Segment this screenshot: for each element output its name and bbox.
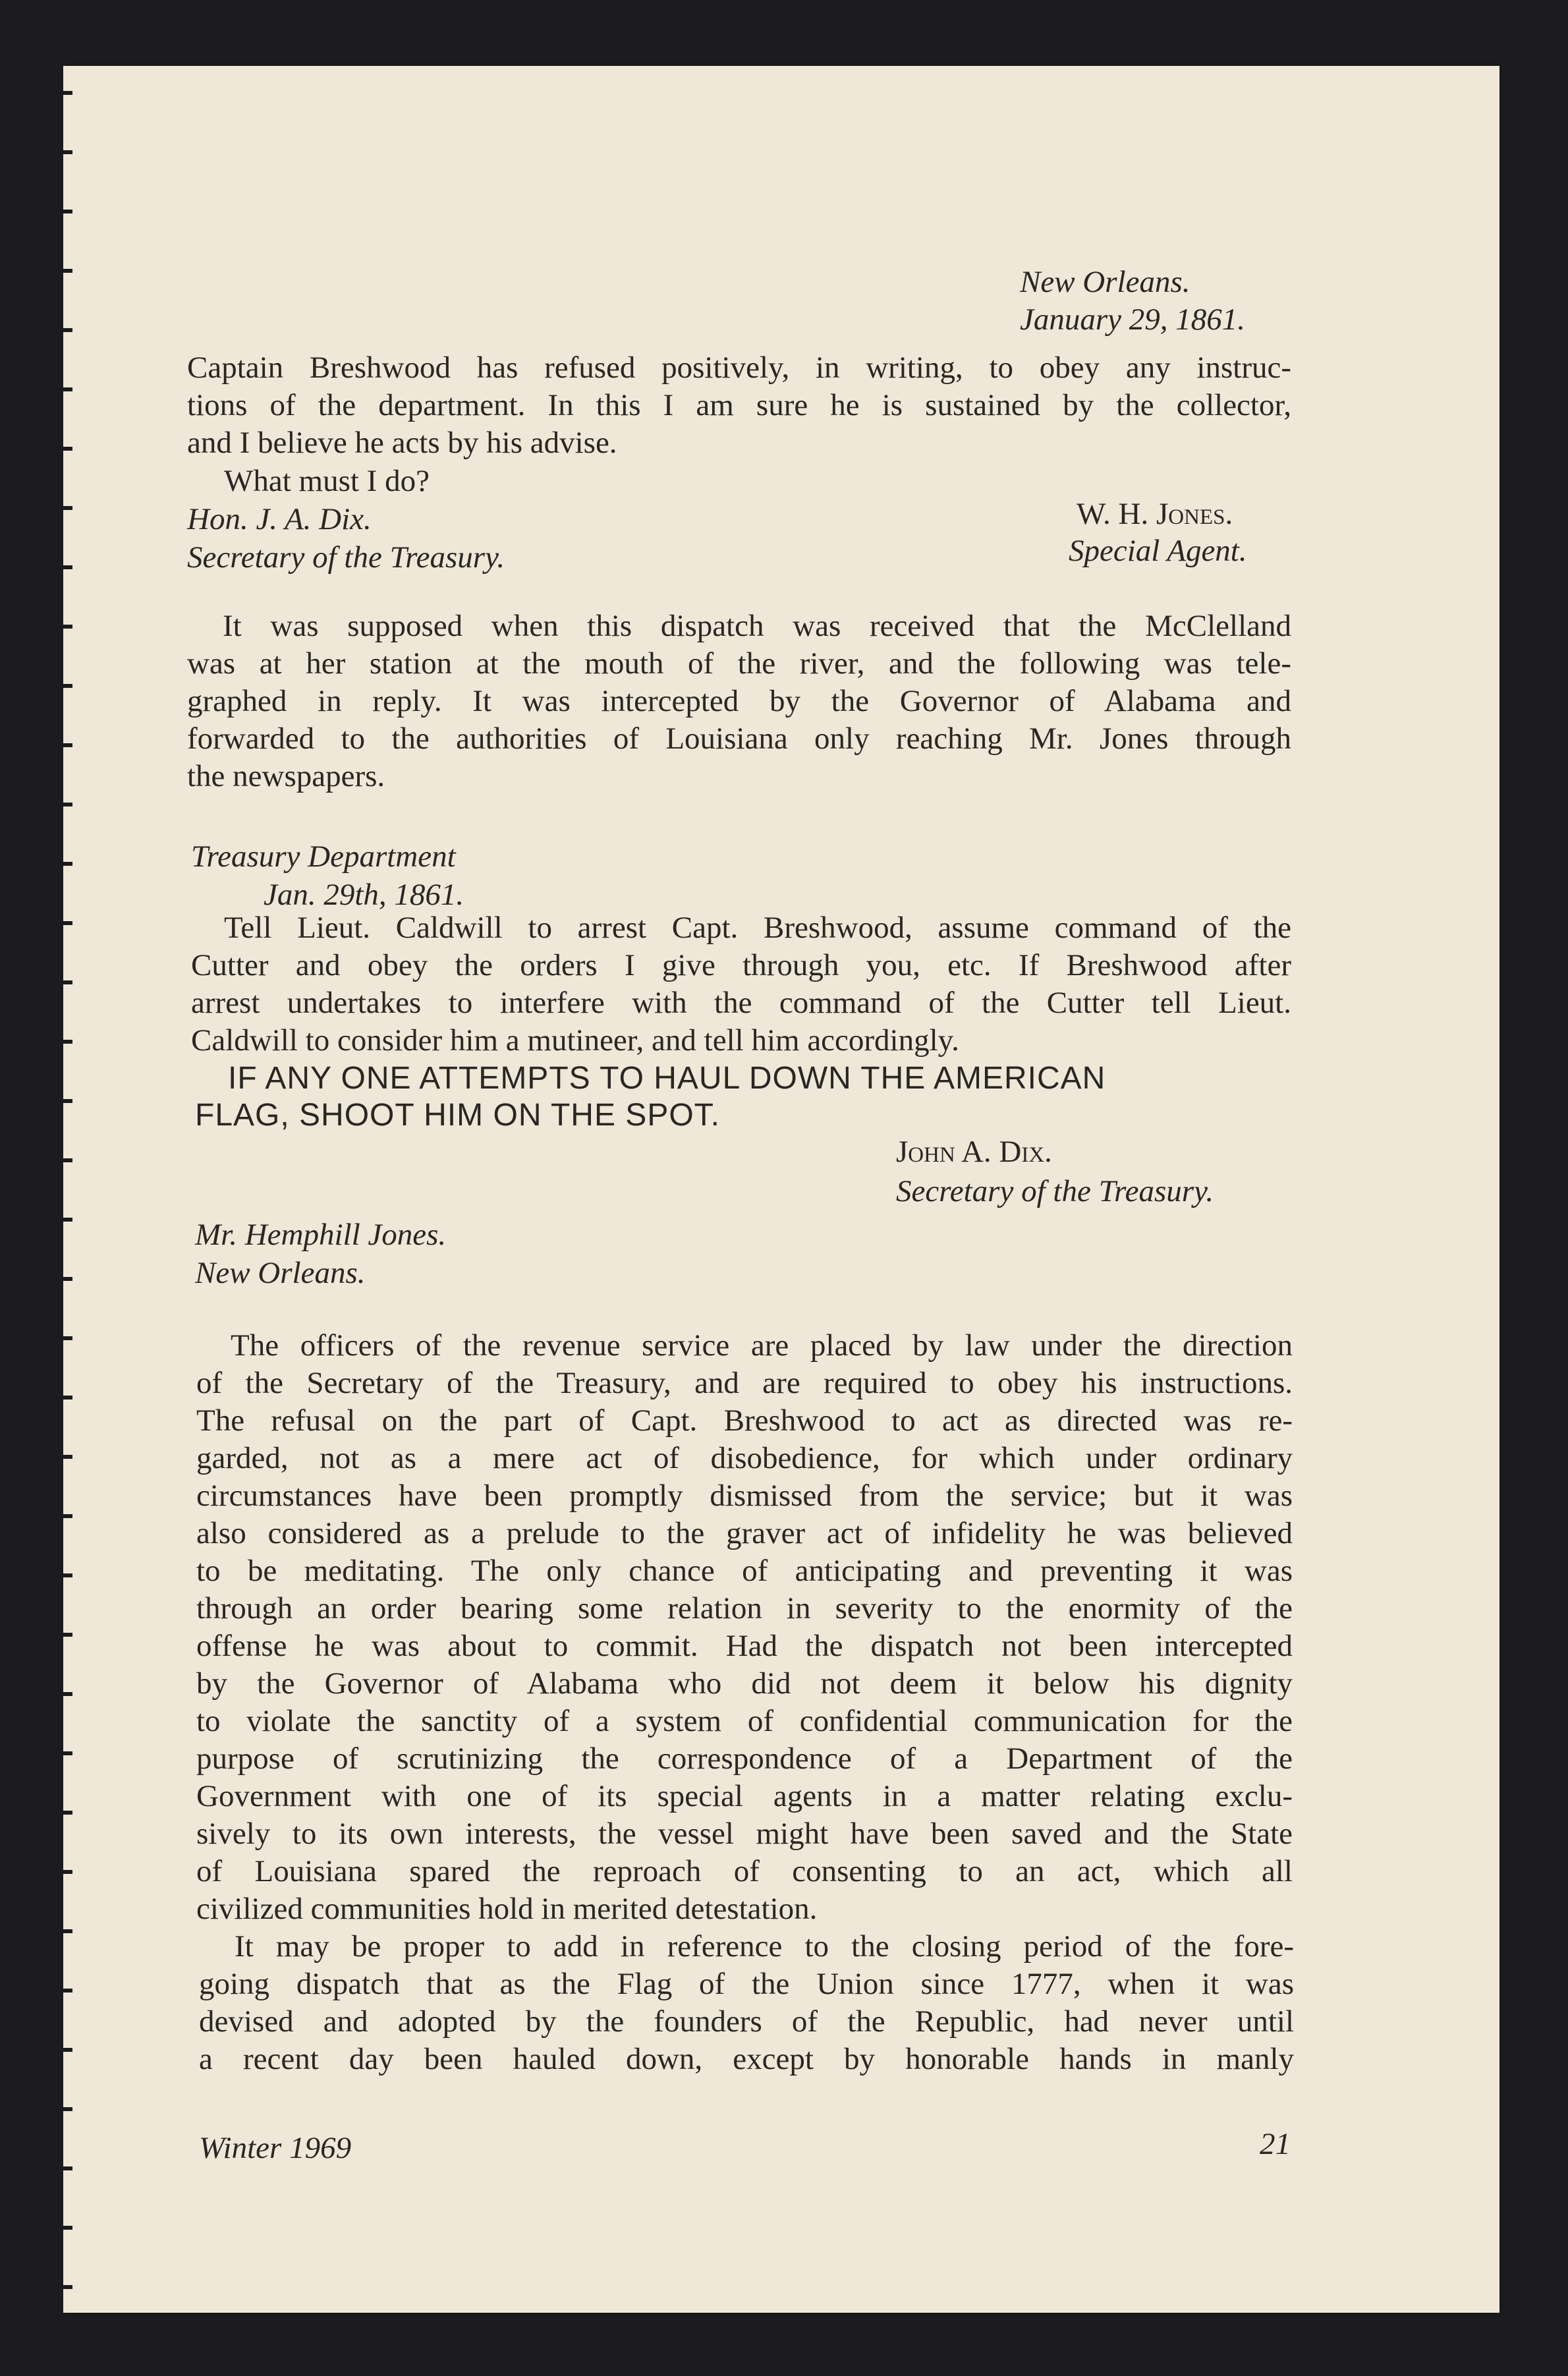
recipient-name: Mr. Hemphill Jones. [195,1218,447,1252]
narrative-line: It may be proper to add in reference to the closing period of the fore- [235,1929,1294,1964]
narrative-line: garded, not as a mere act of disobedience, for which under ordinary [196,1441,1293,1475]
narrative-line: of the Secretary of the Treasury, and are required to obey his instructions. [196,1366,1293,1400]
signer-name: W. H. Jones. [1077,497,1233,531]
narrative-line: The refusal on the part of Capt. Breshwood to act as directed was re- [196,1403,1293,1438]
narrative-line: was at her station at the mouth of the river, and the following was tele- [187,646,1291,681]
narrative-line: also considered as a prelude to the graver act of infidelity he was believed [196,1516,1293,1550]
recipient-place: New Orleans. [195,1256,366,1290]
narrative-line: the newspapers. [187,759,385,793]
footer-issue: Winter 1969 [199,2131,352,2165]
narrative-line: devised and adopted by the founders of the Republic, had never until [199,2004,1294,2039]
order-line-1: IF ANY ONE ATTEMPTS TO HAUL DOWN THE AMERICAN [228,1061,1106,1096]
narrative-paragraph-2 [196,1327,1293,1928]
dispatch2-date: Jan. 29th, 1861. [264,878,464,912]
dispatch-body-line: and I believe he acts by his advise. [187,426,617,460]
dispatch-date: January 29, 1861. [1020,302,1246,337]
dispatch2-signer-name: John A. Dix. [896,1135,1052,1169]
narrative-line: to violate the sanctity of a system of confidential communication for the [196,1704,1293,1738]
order-line-2: FLAG, SHOOT HIM ON THE SPOT. [195,1098,721,1133]
addressee-name: Hon. J. A. Dix. [187,502,372,536]
narrative-line: purpose of scrutinizing the correspondence of a Department of the [196,1741,1293,1776]
torn-page-edge [63,66,72,2313]
dispatch2-line: Caldwill to consider him a mutineer, and tell him accordingly. [191,1023,959,1058]
dispatch2-line: Cutter and obey the orders I give through you, etc. If Breshwood after [191,948,1291,982]
department-heading: Treasury Department [191,839,456,874]
dispatch-body-line: Captain Breshwood has refused positively, in writing, to obey any instruc- [187,351,1291,385]
dispatch-question: What must I do? [224,464,430,498]
dispatch-place: New Orleans. [1020,265,1190,299]
signer-title: Special Agent. [1069,534,1247,568]
narrative-line: It was supposed when this dispatch was received that the McClelland [223,609,1291,643]
narrative-line: a recent day been hauled down, except by honorable hands in manly [199,2042,1294,2076]
page-number: 21 [1260,2127,1291,2161]
narrative-paragraph [187,608,1291,795]
narrative-line: offense he was about to commit. Had the dispatch not been intercepted [196,1629,1293,1663]
narrative-line: forwarded to the authorities of Louisiana only reaching Mr. Jones through [187,721,1291,756]
narrative-line: civilized communities hold in merited detestation. [196,1892,818,1926]
narrative-line: of Louisiana spared the reproach of consenting to an act, which all [196,1854,1293,1888]
dispatch-body-line: tions of the department. In this I am sure he is sustained by the collector, [187,388,1291,422]
narrative-line: Government with one of its special agents in a matter relating exclu- [196,1779,1293,1813]
narrative-line: to be meditating. The only chance of anticipating and preventing it was [196,1554,1293,1588]
dispatch-body [187,349,1291,462]
narrative-line: circumstances have been promptly dismissed from the service; but it was [196,1479,1293,1513]
narrative-line: The officers of the revenue service are placed by law under the direction [231,1328,1293,1363]
addressee-title: Secretary of the Treasury. [187,540,505,575]
dispatch2-line: arrest undertakes to interfere with the command of the Cutter tell Lieut. [191,986,1291,1020]
dispatch2-signer-title: Secretary of the Treasury. [896,1174,1214,1208]
narrative-line: through an order bearing some relation in severity to the enormity of the [196,1591,1293,1626]
narrative-line: going dispatch that as the Flag of the Union since 1777, when it was [199,1967,1294,2001]
narrative-line: graphed in reply. It was intercepted by the Governor of Alabama and [187,684,1291,718]
dispatch2-body [191,909,1291,1060]
dispatch2-line: Tell Lieut. Caldwill to arrest Capt. Breshwood, assume command of the [224,911,1291,945]
narrative-paragraph-3 [199,1928,1294,2078]
narrative-line: sively to its own interests, the vessel might have been saved and the State [196,1817,1293,1851]
narrative-line: by the Governor of Alabama who did not deem it below his dignity [196,1666,1293,1701]
